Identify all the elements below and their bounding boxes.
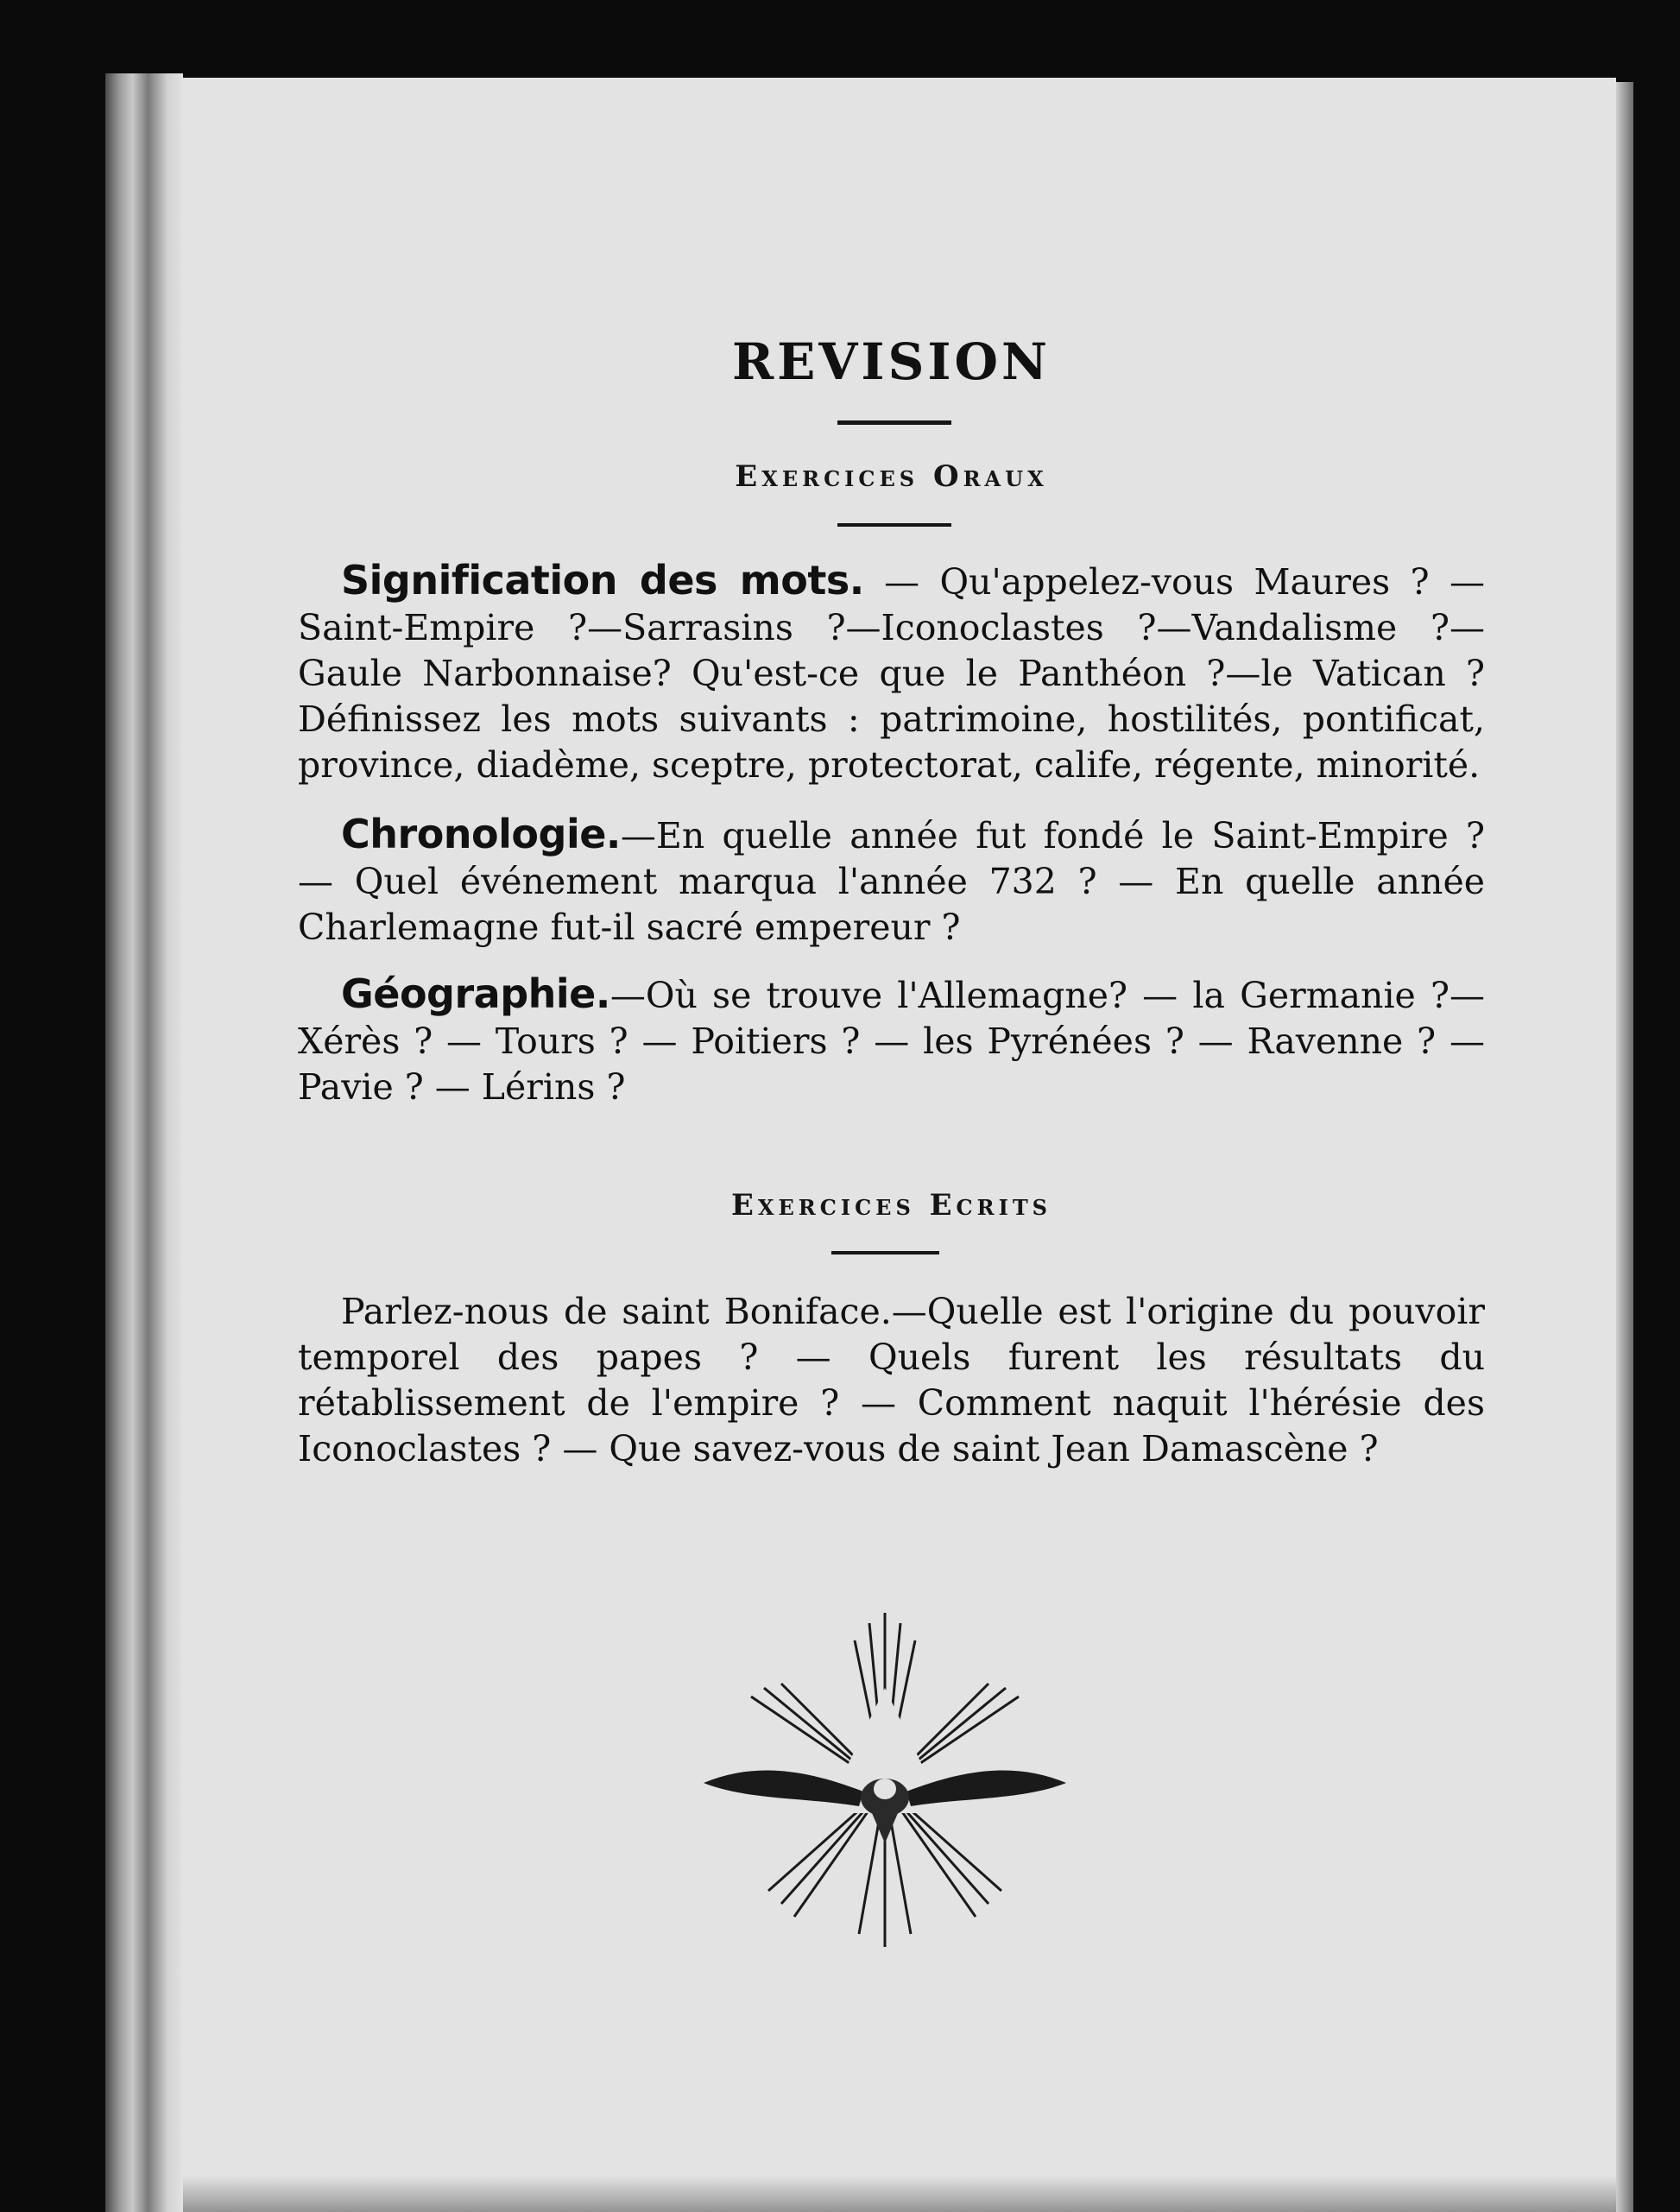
title-divider: [837, 420, 951, 425]
book-spine: [105, 73, 183, 2212]
vocabulary-lead: Signification des mots.: [341, 557, 864, 604]
vocabulary-text: — Qu'appelez-vous Maures ? — Saint-Empire ?—Sarrasins ?—Iconoclastes ?—Vandalisme ?—Gaule Narbonnaise? Qu'est-ce que le Panthéon ?—le Vatican ? Définissez les mots suivants : patrimoine, hostilités, pontificat, province, diadème, sceptre, protectorat, calife, régente, minorité.: [298, 561, 1485, 786]
chronology-paragraph: [298, 812, 1485, 951]
page-title: REVISION: [731, 332, 1052, 391]
page-edge: [1616, 82, 1633, 2212]
oral-heading-divider: [837, 523, 951, 527]
geography-paragraph: [298, 971, 1485, 1110]
chronology-text: —En quelle année fut fondé le Saint-Empire ? — Quel événement marqua l'année 732 ? — En quelle année Charlemagne fut-il sacré empereur ?: [298, 815, 1485, 948]
vocabulary-paragraph: [298, 558, 1485, 788]
written-exercises-heading: Exercices Ecrits: [730, 1188, 1052, 1223]
geography-text: —Où se trouve l'Allemagne? — la Germanie ?— Xérès ? — Tours ? — Poitiers ? — les Pyrénées ? — Ravenne ? — Pavie ? — Lérins ?: [298, 975, 1485, 1108]
written-exercises-paragraph: Parlez-nous de saint Boniface.—Quelle est l'origine du pouvoir temporel des papes ? — Quels furent les résultats du rétablissement de l'empire ? — Comment naquit l'hérésie des Iconoclastes ? — Que savez-vous de saint Jean Damascène ?: [298, 1291, 1485, 1469]
written-heading-divider: [831, 1251, 939, 1255]
geography-lead: Géographie.: [341, 970, 610, 1017]
oral-exercises-heading: Exercices Oraux: [735, 459, 1048, 494]
chronology-lead: Chronologie.: [341, 811, 621, 857]
star-dove-emblem-icon: [686, 1606, 1083, 1960]
